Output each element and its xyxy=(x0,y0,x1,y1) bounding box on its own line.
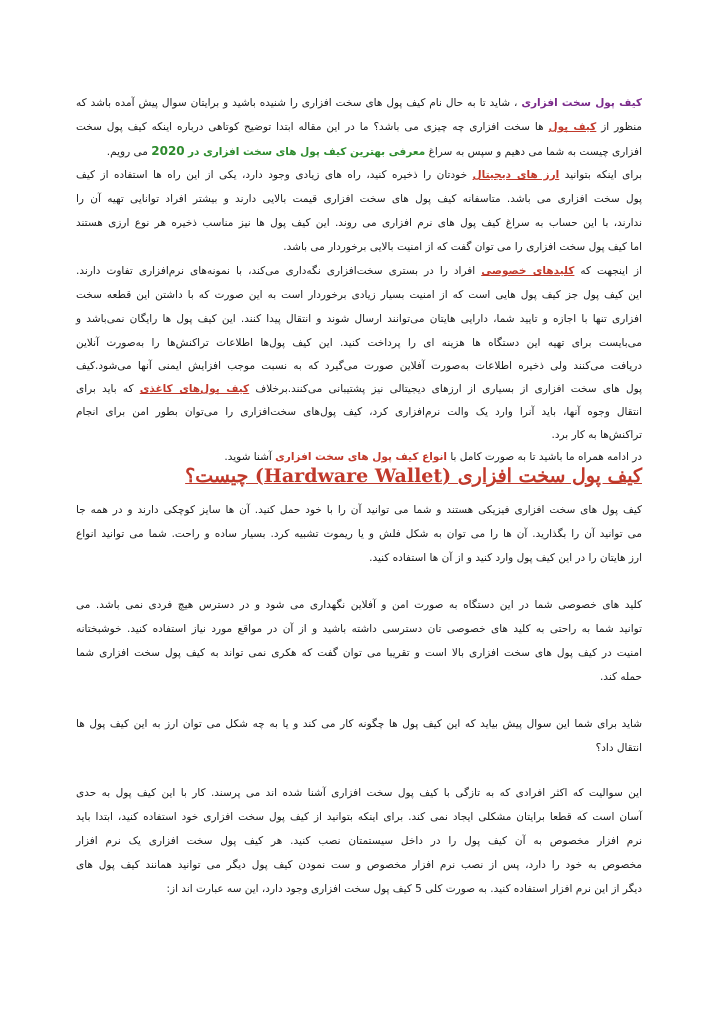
keyword-hardware-wallet: کیف پول سخت افزاری xyxy=(521,97,642,109)
p1-line-2: می توانید آن را بگذارید. آن ها را می توان به شکل فلش و یا ریموت تشبیه کرد. بسیار ساده و راحت. شما می توانید انواع xyxy=(76,528,642,540)
line-text: منظور از xyxy=(596,121,642,133)
best-wallets-keyword: معرفی بهترین کیف پول های سخت افزاری در xyxy=(188,146,426,158)
section-heading: کیف پول سخت افزاری (Hardware Wallet) چیست؟ xyxy=(185,465,642,487)
intro-line-9: این کیف پول جز کیف پول هایی است که از امنیت بسیار زیادی برخوردار است به این صورت که با داشتن این قطعه سخت xyxy=(76,289,642,301)
line-text: از اینجهت که xyxy=(574,265,642,277)
p4-line-1: این سوالیت که اکثر افرادی که به تازگی با کیف پول سخت افزاری آشنا شده اند می پرسند. کار با این کیف پول به حدی xyxy=(76,787,642,799)
line-text: برای اینکه بتوانید xyxy=(559,169,642,181)
year-number: 2020 xyxy=(151,144,185,158)
line-text: ها سخت افزاری چه چیزی می باشد؟ ما در این مقاله ابتدا توضیح کوتاهی درباره اینکه کیف پول سخت xyxy=(76,121,549,133)
line-text: می رویم. xyxy=(106,146,152,158)
intro-line-13 xyxy=(76,382,642,396)
p2-line-4: حمله کند. xyxy=(599,671,642,683)
p3-line-1: شاید برای شما این سوال پیش بیاید که این کیف پول ها چگونه کار می کند و یا به چه شکل می توان ارز به این کیف پول ها xyxy=(76,718,642,730)
intro-line-1 xyxy=(76,96,642,110)
p2-line-3: امنیت در کیف پول های سخت افزاری بالا است و تقریبا می توان گفت که هکری نمی تواند به کیف پول سخت افزاری شما xyxy=(76,647,642,659)
line-text: که باید برای xyxy=(76,383,140,395)
p2-line-1: کلید های خصوصی شما در این دستگاه به صورت امن و آفلاین نگهداری می شود و در دسترس هیچ فردی نمی باشد. می xyxy=(76,599,642,611)
line-text: آشنا شوید. xyxy=(224,451,276,463)
intro-line-4 xyxy=(76,168,642,182)
intro-line-11: می‌بایست برای تهیه این دستگاه ها هزینه ای را پرداخت کنید. این کیف پول‌ها اطلاعات تراکنش‌ها را به‌صورت آنلاین xyxy=(76,337,642,349)
p4-line-3: نرم افزار مخصوص به آن کیف پول را در داخل سیستمتان نصب کنید. هر کیف پول سخت افزاری یک نرم افزار xyxy=(76,835,642,847)
intro-line-12: دریافت می‌کنند ولی ذخیره اطلاعات به‌صورت آفلاین صورت می‌گیرد که به نسبت موجب افزایش ایمنی آنها می‌شود.کیف xyxy=(76,360,642,372)
p4-line-4: مخصوص به خود را دارد، پس از نصب نرم افزار مخصوص و ست نمودن کیف پول دیگر می توانید همانند کیف پول های xyxy=(76,859,642,871)
paper-wallets-link[interactable]: کیف پول‌های کاغذی xyxy=(139,383,250,395)
intro-line-5: پول سخت افزاری می باشد. متاسفانه کیف پول های سخت افزاری قیمت بالایی دارند و بیشتر افراد توانایی تهیه آن را xyxy=(76,193,642,205)
p2-line-2: توانید شما به راحتی به کلید های خصوصی تان دسترسی داشته باشید و از آن در مواقع مورد نیاز استفاده کنید. خوشبختانه xyxy=(76,623,642,635)
private-keys-link[interactable]: کلیدهای خصوصی xyxy=(481,265,575,277)
intro-line-3 xyxy=(76,144,642,159)
intro-line-6: ندارند، با این حساب به سراغ کیف پول های نرم افزاری می روند. این کیف پول ها نیز مناسب ذخیره هر نوع ارزی هستند xyxy=(76,217,642,229)
p4-line-2: آسان است که قطعا برایتان مشکلی ایجاد نمی کند. برای اینکه بتوانید از کیف پول سخت افزاری خود استفاده کنید، ابتدا باید xyxy=(76,811,642,823)
intro-line-14: انتقال وجوه آنها، باید آنرا وارد یک والت نرم‌افزاری کرد، کیف پول‌های سخت‌افزاری را می‌توان بطور امن برای انجام xyxy=(76,406,642,418)
line-text: افراد را در بستری سخت‌افزاری نگه‌داری می‌کند، با نمونه‌های نرم‌افزاری تفاوت دارند. xyxy=(76,265,482,277)
p4-line-5: دیگر از این نرم افزار استفاده کنید. به صورت کلی 5 کیف پول سخت افزاری وجود دارد، این سه عبارت اند از: xyxy=(166,883,642,895)
line-text: پول های سخت افزاری از بسیاری از ارزهای دیجیتالی نیز پشتیبانی می‌کنند.برخلاف xyxy=(249,383,642,395)
intro-line-10: افزاری تنها با اجازه و تایید شما، دارایی هایتان می‌توانند ارسال شوند و انتقال پیدا کنند. این کیف پول ها رایگان نمی‌باشد و xyxy=(76,313,642,325)
wallet-types-keyword: انواع کیف پول های سخت افزاری xyxy=(275,451,447,463)
intro-line-2 xyxy=(76,120,642,134)
line-text: ، شاید تا به حال نام کیف پول های سخت افزاری را شنیده باشید و برایتان سوال پیش آمده باشد که xyxy=(76,97,522,109)
intro-line-16 xyxy=(76,450,642,464)
intro-line-7: اما کیف پول سخت افزاری را می توان گفت که از امنیت بالایی برخوردار می باشد. xyxy=(283,241,642,253)
p1-line-3: ارز هایتان را در این کیف پول وارد کنید و از آن ها استفاده کنید. xyxy=(369,552,642,564)
intro-line-15: تراکنش‌ها به کار برد. xyxy=(551,429,642,441)
line-text: افزاری چیست به شما می دهیم و سپس به سراغ xyxy=(425,146,642,158)
line-text: خودتان را ذخیره کنید، راه های زیادی وجود دارد، یکی از این راه ها استفاده از کیف xyxy=(76,169,473,181)
p1-line-1: کیف پول های سخت افزاری فیزیکی هستند و شما می توانید آن را با خود حمل کنید. آن ها سایز کوچکی دارند و در همه جا xyxy=(76,504,642,516)
wallet-link[interactable]: کیف پول xyxy=(548,121,597,133)
line-text: در ادامه همراه ما باشید تا به صورت کامل با xyxy=(447,451,642,463)
p3-line-2: انتقال داد؟ xyxy=(595,742,642,754)
digital-currency-link[interactable]: ارز های دیجیتال xyxy=(472,169,560,181)
intro-line-8 xyxy=(76,264,642,278)
